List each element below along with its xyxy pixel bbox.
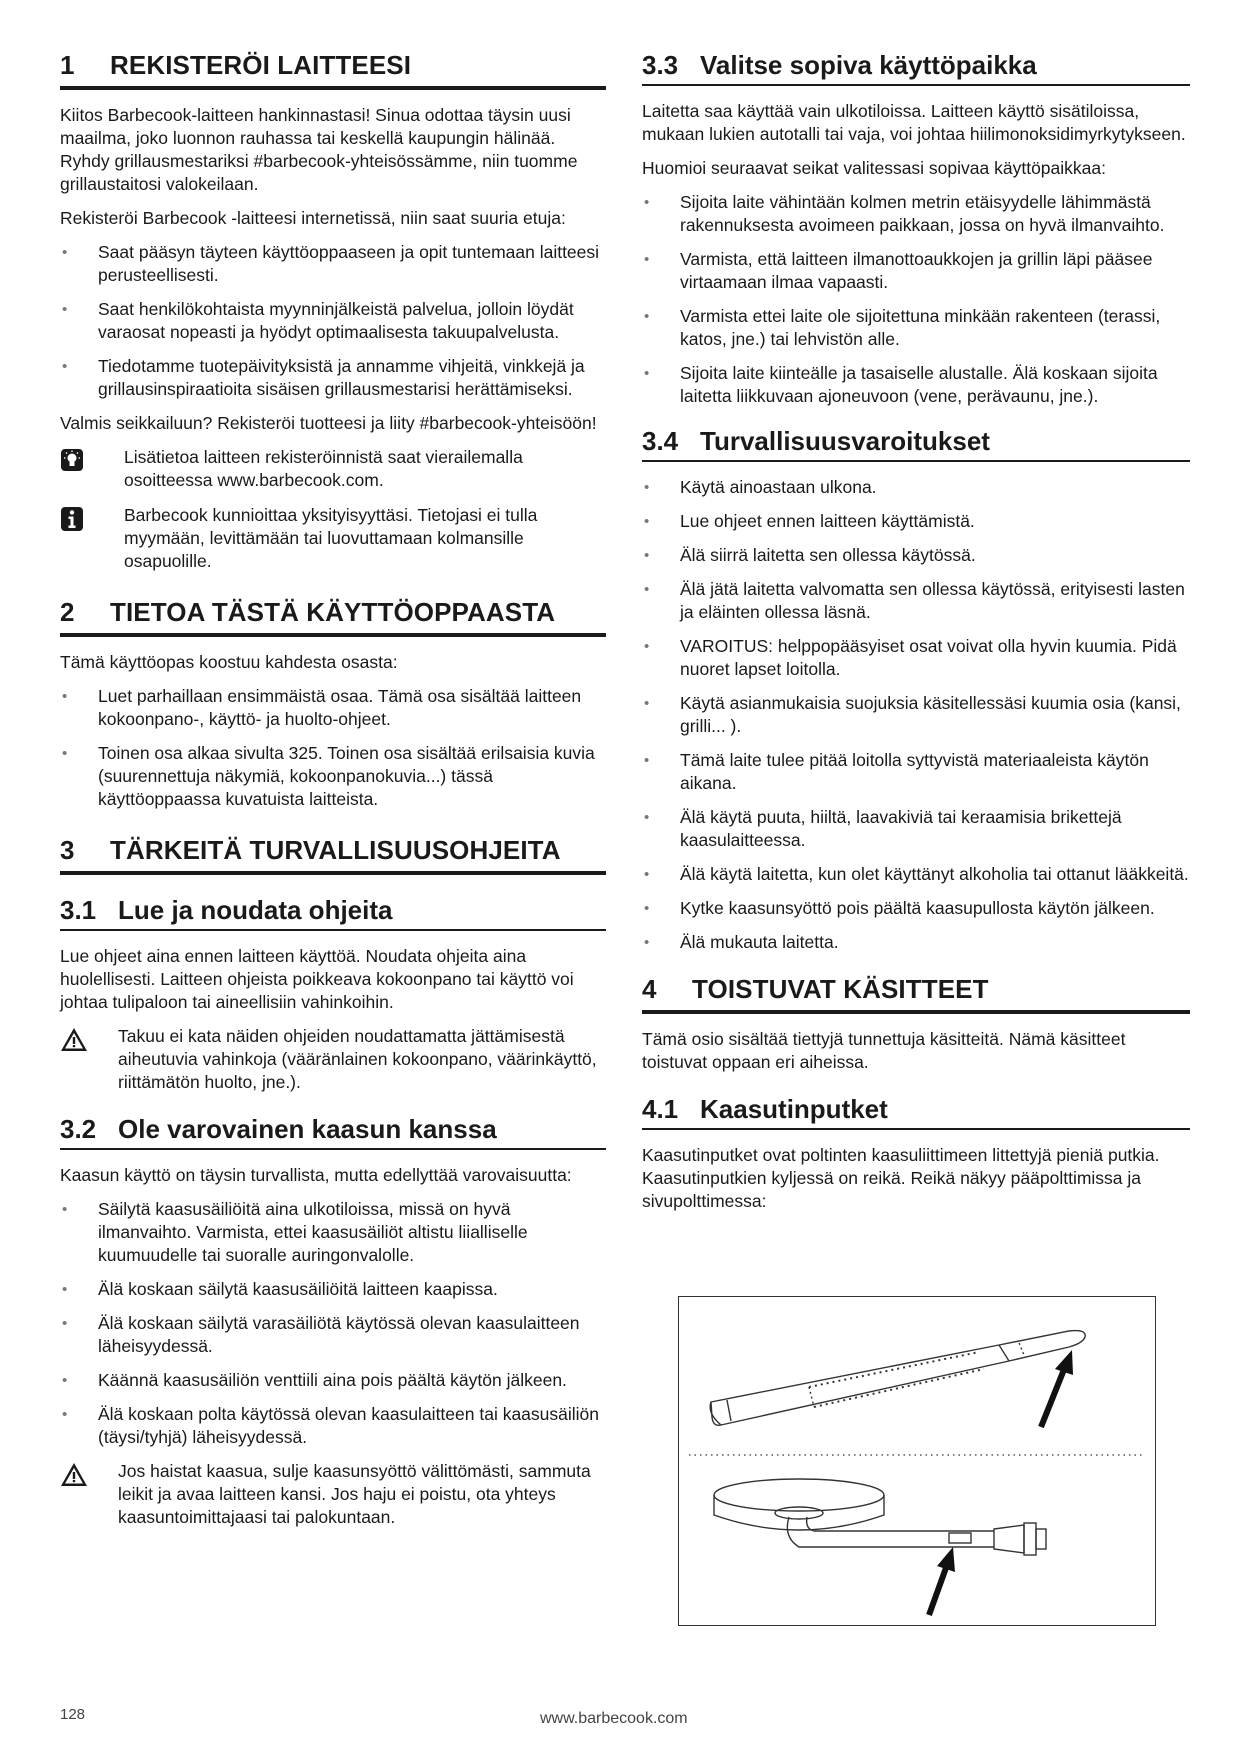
section-4-1-heading: 4.1 Kaasutinputket: [642, 1094, 1190, 1130]
section-3-3-text: Laitetta saa käyttää vain ulkotiloissa. Laitteen käyttö sisätiloissa, mukaan lukien autotalli tai vaja, voi johtaa hiilimonoksidimyrkytykseen.: [642, 101, 1186, 144]
list-item: • Älä mukauta laitetta.: [642, 931, 1190, 954]
tip-text: Lisätietoa laitteen rekisteröinnistä saat vierailemalla osoitteessa www.barbecook.com.: [124, 447, 523, 490]
section-2-heading: 2 TIETOA TÄSTÄ KÄYTTÖOPPAASTA: [60, 597, 606, 637]
gas-warning-note: [60, 1460, 606, 1529]
venturi-tubes-figure: [678, 1296, 1156, 1626]
side-burner: [714, 1479, 1046, 1555]
section-3-3-list: [642, 191, 1190, 408]
section-1-benefits-list: [60, 241, 606, 401]
right-column: [642, 50, 1190, 1224]
list-item: • Käytä ainoastaan ulkona.: [642, 476, 1190, 499]
warning-icon: [60, 1460, 118, 1492]
list-item: • VAROITUS: helppopääsyiset osat voivat olla hyvin kuumia. Pidä nuoret lapset loitolla.: [642, 635, 1190, 681]
list-item: • Saat pääsyn täyteen käyttöoppaaseen ja opit tuntemaan laitteesi perusteellisesti.: [60, 241, 606, 287]
section-1-register-text: Rekisteröi Barbecook -laitteesi internetissä, niin saat suuria etuja:: [60, 208, 566, 228]
section-3-2-heading: 3.2 Ole varovainen kaasun kanssa: [60, 1114, 606, 1150]
main-burner-tube: [710, 1331, 1085, 1426]
list-item: • Älä jätä laitetta valvomatta sen ollessa käytössä, erityisesti lasten ja eläinten ollessa läsnä.: [642, 578, 1190, 624]
venturi-tubes-illustration: [679, 1297, 1155, 1625]
list-item: • Lue ohjeet ennen laitteen käyttämistä.: [642, 510, 1190, 533]
list-item: • Tämä laite tulee pitää loitolla syttyvistä materiaaleista käytön aikana.: [642, 749, 1190, 795]
list-item: • Saat henkilökohtaista myynninjälkeistä palvelua, jolloin löydät varaosat nopeasti ja hyödyt optimaalisesta takuupalvelusta.: [60, 298, 606, 344]
section-4-text: Tämä osio sisältää tiettyjä tunnettuja käsitteitä. Nämä käsitteet toistuvat oppaan eri aiheissa.: [642, 1029, 1126, 1072]
section-3-2-intro: Kaasun käyttö on täysin turvallista, mutta edellyttää varovaisuutta:: [60, 1165, 572, 1185]
lightbulb-icon: [60, 446, 124, 477]
section-3-2-list: [60, 1198, 606, 1449]
gas-warning-text: Jos haistat kaasua, sulje kaasunsyöttö välittömästi, sammuta leikit ja avaa laitteen kansi. Jos haju ei poistu, ota yhteys kaasuntoimittajaasi tai palokuntaan.: [118, 1461, 591, 1527]
list-item: • Tiedotamme tuotepäivityksistä ja annamme vihjeitä, vinkkejä ja grillausinspiraatioita sisäisen grillausmestarisi herättämiseksi.: [60, 355, 606, 401]
section-3-3-heading: 3.3 Valitse sopiva käyttöpaikka: [642, 50, 1190, 86]
section-1-heading: 1 REKISTERÖI LAITTEESI: [60, 50, 606, 90]
section-3-4-heading: 3.4 Turvallisuusvaroitukset: [642, 426, 1190, 462]
list-item: • Sijoita laite kiinteälle ja tasaiselle alustalle. Älä koskaan sijoita laitetta liikkuvaan ajoneuvoon (vene, perävaunu, jne.).: [642, 362, 1190, 408]
list-item: • Sijoita laite vähintään kolmen metrin etäisyydelle lähimmästä rakennuksesta avoimeen paikkaan, jossa on hyvä ilmanvaihto.: [642, 191, 1190, 237]
info-note: [60, 504, 606, 573]
section-2-intro: Tämä käyttöopas koostuu kahdesta osasta:: [60, 652, 398, 672]
list-item: • Älä koskaan säilytä kaasusäiliöitä laitteen kaapissa.: [60, 1278, 606, 1301]
section-3-heading: 3 TÄRKEITÄ TURVALLISUUSOHJEITA: [60, 835, 606, 875]
section-3-1-text: Lue ohjeet aina ennen laitteen käyttöä. Noudata ohjeita aina huolellisesti. Laitteen ohjeista poikkeava kokoonpano tai käyttö voi johtaa tulipaloon tai aineellisiin vahinkoihin.: [60, 946, 574, 1012]
section-2-list: [60, 685, 606, 811]
section-3-1-heading: 3.1 Lue ja noudata ohjeita: [60, 895, 606, 931]
info-icon: [60, 504, 124, 537]
warning-text: Takuu ei kata näiden ohjeiden noudattamatta jättämisestä aiheutuvia vahinkoja (vääränlainen kokoonpano, väärinkäyttö, riittämätön huolto, jne.).: [118, 1026, 597, 1092]
section-1-intro: Kiitos Barbecook-laitteen hankinnastasi! Sinua odottaa täysin uusi maailma, joko luonnon rauhassa tai keskellä kaupungin hälinää. Ryhdy grillausmestariksi #barbecook-yhteisössämme, niin tuomme grillaustaitosi valokeilaan.: [60, 105, 578, 194]
section-3-4-list: [642, 476, 1190, 954]
arrow-side-burner: [929, 1547, 955, 1615]
list-item: • Kytke kaasunsyöttö pois päältä kaasupullosta käytön jälkeen.: [642, 897, 1190, 920]
left-column: [60, 50, 606, 1541]
arrow-main-burner: [1041, 1350, 1073, 1427]
section-1-community-text: Valmis seikkailuun? Rekisteröi tuotteesi ja liity #barbecook-yhteisöön!: [60, 413, 597, 433]
section-4-heading: 4 TOISTUVAT KÄSITTEET: [642, 974, 1190, 1014]
list-item: • Luet parhaillaan ensimmäistä osaa. Tämä osa sisältää laitteen kokoonpano-, käyttö- ja huolto-ohjeet.: [60, 685, 606, 731]
warning-note: [60, 1025, 606, 1094]
list-item: • Käytä asianmukaisia suojuksia käsitellessäsi kuumia osia (kansi, grilli... ).: [642, 692, 1190, 738]
section-3-3-intro: Huomioi seuraavat seikat valitessasi sopivaa käyttöpaikkaa:: [642, 158, 1106, 178]
footer-url: www.barbecook.com: [540, 1710, 688, 1727]
list-item: • Varmista ettei laite ole sijoitettuna minkään rakenteen (terassi, katos, jne.) tai lehvistön alle.: [642, 305, 1190, 351]
list-item: • Älä koskaan polta käytössä olevan kaasulaitteen tai kaasusäiliön (täysi/tyhjä) läheisyydessä.: [60, 1403, 606, 1449]
section-4-1-text: Kaasutinputket ovat poltinten kaasuliittimeen littettyjä pieniä putkia. Kaasutinputkien kyljessä on reikä. Reikä näkyy pääpolttimissa ja sivupolttimessa:: [642, 1145, 1160, 1211]
list-item: • Varmista, että laitteen ilmanottoaukkojen ja grillin läpi pääsee virtaamaan ilmaa vapaasti.: [642, 248, 1190, 294]
warning-icon: [60, 1025, 118, 1057]
info-text: Barbecook kunnioittaa yksityisyyttäsi. Tietojasi ei tulla myymään, levittämään tai luovuttamaan kolmansille osapuolille.: [124, 505, 538, 571]
list-item: • Älä käytä puuta, hiiltä, laavakiviä tai keraamisia brikettejä kaasulaitteessa.: [642, 806, 1190, 852]
tip-note: [60, 446, 606, 492]
list-item: • Älä käytä laitetta, kun olet käyttänyt alkoholia tai ottanut lääkkeitä.: [642, 863, 1190, 886]
list-item: • Älä koskaan säilytä varasäiliötä käytössä olevan kaasulaitteen läheisyydessä.: [60, 1312, 606, 1358]
list-item: • Toinen osa alkaa sivulta 325. Toinen osa sisältää erilsaisia kuvia (suurennettuja näkymiä, kokoonpanokuvia...) tässä käyttöoppaassa kuvatuista laitteista.: [60, 742, 606, 811]
page-number: 128: [60, 1706, 86, 1723]
list-item: • Älä siirrä laitetta sen ollessa käytössä.: [642, 544, 1190, 567]
list-item: • Käännä kaasusäiliön venttiili aina pois päältä käytön jälkeen.: [60, 1369, 606, 1392]
list-item: • Säilytä kaasusäiliöitä aina ulkotiloissa, missä on hyvä ilmanvaihto. Varmista, ettei kaasusäiliöt altistu liialliselle kuumuudelle tai suoralle auringonvalolle.: [60, 1198, 606, 1267]
